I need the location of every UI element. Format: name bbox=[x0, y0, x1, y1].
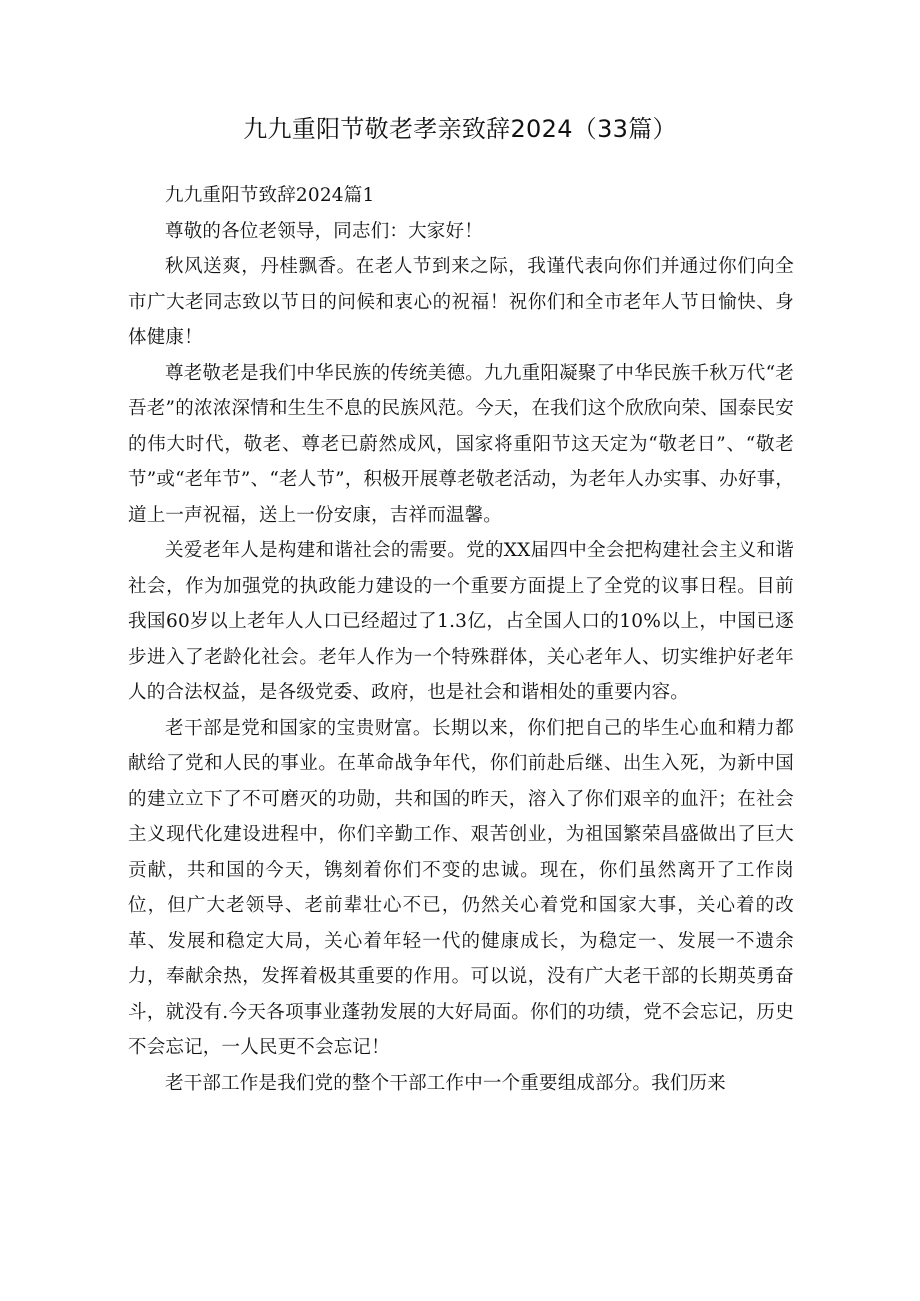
document-title: 九九重阳节敬老孝亲致辞2024（33篇） bbox=[243, 115, 677, 143]
paragraph-1: 秋风送爽，丹桂飘香。在老人节到来之际，我谨代表向你们并通过你们向全市广大老同志致以节日的问候和衷心的祝福！祝你们和全市老年人节日愉快、身体健康！ bbox=[128, 256, 794, 348]
greeting-line: 尊敬的各位老领导，同志们：大家好！ bbox=[165, 220, 483, 242]
document-body bbox=[128, 178, 794, 1101]
section-heading: 九九重阳节致辞2024篇1 bbox=[165, 185, 375, 206]
paragraph-3: 关爱老年人是构建和谐社会的需要。党的XX届四中全会把构建社会主义和谐社会，作为加强党的执政能力建设的一个重要方面提上了全党的议事日程。目前我国60岁以上老年人人口已经超过了1.3亿，占全国人口的10%以上，中国已逐步进入了老龄化社会。老年人作为一个特殊群体，关心老年人、切实维护好老年人的合法权益，是各级党委、政府，也是社会和谐相处的重要内容。 bbox=[128, 540, 794, 703]
paragraph-2: 尊老敬老是我们中华民族的传统美德。九九重阳凝聚了中华民族千秋万代“老吾老”的浓浓深情和生生不息的民族风范。今天，在我们这个欣欣向荣、国泰民安的伟大时代，敬老、尊老已蔚然成风，国家将重阳节这天定为“敬老日”、“敬老节”或“老年节”、“老人节”，积极开展尊老敬老活动，为老年人办实事、办好事，道上一声祝福，送上一份安康，吉祥而温馨。 bbox=[128, 362, 794, 526]
paragraph-5: 老干部工作是我们党的整个干部工作中一个重要组成部分。我们历来 bbox=[165, 1072, 727, 1094]
paragraph-4: 老干部是党和国家的宝贵财富。长期以来，你们把自己的毕生心血和精力都献给了党和人民的事业。在革命战争年代，你们前赴后继、出生入死，为新中国的建立立下了不可磨灭的功勋，共和国的昨天，溶入了你们艰辛的血汗；在社会主义现代化建设进程中，你们辛勤工作、艰苦创业，为祖国繁荣昌盛做出了巨大贡献，共和国的今天，镌刻着你们不变的忠诚。现在，你们虽然离开了工作岗位，但广大老领导、老前辈壮心不已，仍然关心着党和国家大事，关心着的改革、发展和稳定大局，关心着年轻一代的健康成长，为稳定一、发展一不遗余力，奉献余热，发挥着极其重要的作用。可以说，没有广大老干部的长期英勇奋斗，就没有.今天各项事业蓬勃发展的大好局面。你们的功绩，党不会忘记，历史不会忘记，一人民更不会忘记！ bbox=[128, 717, 794, 1058]
